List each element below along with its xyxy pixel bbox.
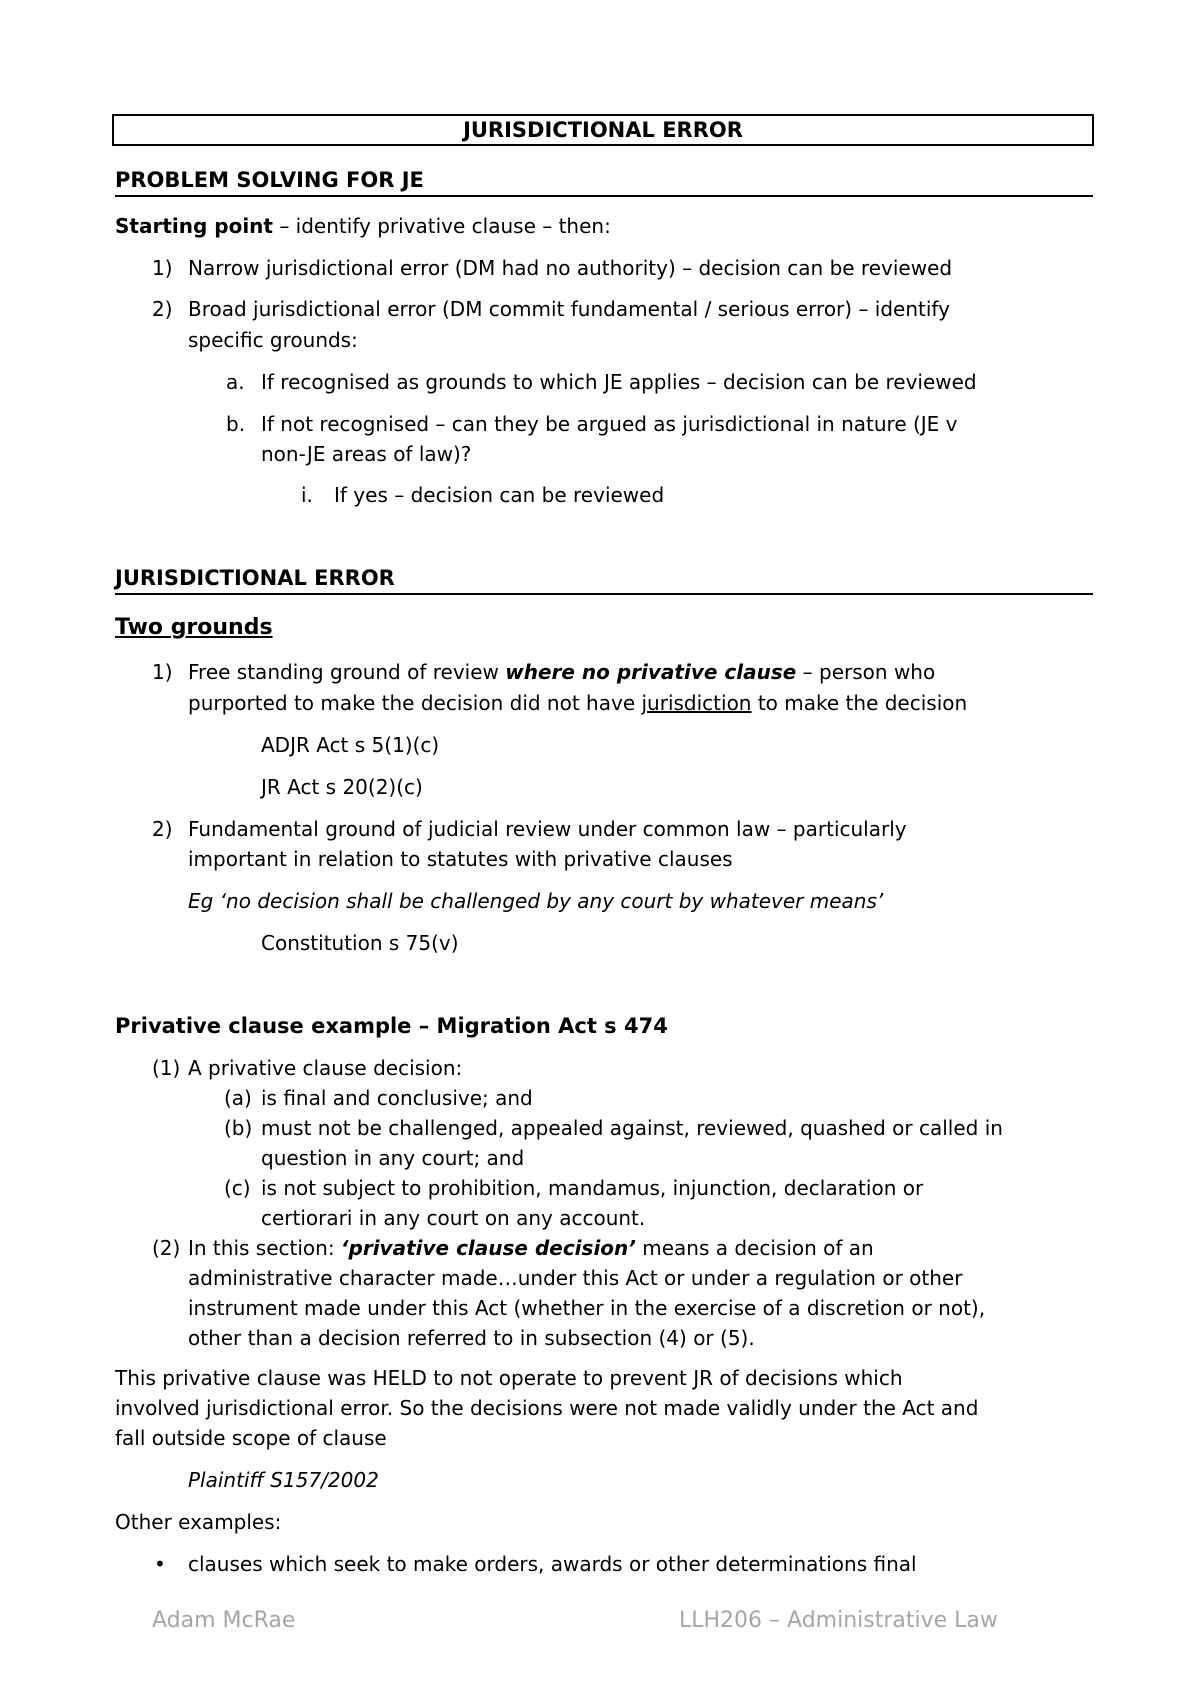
starting-point-label: Starting point (115, 214, 273, 238)
subsublist-item: If yes – decision can be reviewed (334, 483, 665, 507)
definition-text-end: means a decision of an (635, 1236, 874, 1260)
clause-letter: (b) (224, 1116, 253, 1140)
clause-subtext: is final and conclusive; and (261, 1086, 533, 1110)
section-heading-problem-solving: PROBLEM SOLVING FOR JE (115, 166, 1093, 197)
definition-line (188, 1234, 874, 1262)
definition-text: In this section: (188, 1236, 341, 1260)
clause-subtext-continuation: certiorari in any court on any account. (261, 1206, 646, 1230)
ground-one-emphasis: where no privative clause (505, 660, 797, 684)
jurisdiction-underlined: jurisdiction (641, 691, 752, 715)
clause-letter: (c) (224, 1176, 251, 1200)
reference-constitution: Constitution s 75(v) (261, 931, 459, 955)
reference-adjr: ADJR Act s 5(1)(c) (261, 733, 440, 757)
sublist-item: If not recognised – can they be argued as jurisdictional in nature (JE v (261, 412, 958, 436)
clause-number: (1) (152, 1056, 181, 1080)
clause-subtext-continuation: question in any court; and (261, 1146, 525, 1170)
section-heading-jurisdictional-error: JURISDICTIONAL ERROR (115, 564, 1093, 595)
sublist-letter: a. (226, 370, 245, 394)
page-title: JURISDICTIONAL ERROR (112, 114, 1094, 146)
ground-one-line-2 (188, 689, 967, 717)
ground-two-line: Fundamental ground of judicial review under common law – particularly (188, 817, 907, 841)
sublist-item: If recognised as grounds to which JE applies – decision can be reviewed (261, 370, 977, 394)
clause-number: (2) (152, 1236, 181, 1260)
footer-course: LLH206 – Administrative Law (679, 1608, 998, 1633)
definition-line-3: instrument made under this Act (whether in the exercise of a discretion or not), (188, 1296, 986, 1320)
reference-jr-act: JR Act s 20(2)(c) (261, 775, 423, 799)
list-item-continuation: specific grounds: (188, 328, 358, 352)
list-number: 1) (152, 660, 173, 684)
bullet-item: clauses which seek to make orders, awards or other determinations final (188, 1552, 917, 1576)
bullet-icon: • (154, 1552, 166, 1576)
example-quote: Eg ‘no decision shall be challenged by any court by whatever means’ (188, 889, 884, 913)
privative-clause-heading: Privative clause example – Migration Act s 474 (115, 1014, 668, 1038)
definition-line-4: other than a decision referred to in subsection (4) or (5). (188, 1326, 755, 1350)
subsublist-roman: i. (301, 483, 313, 507)
held-paragraph-line-3: fall outside scope of clause (115, 1426, 387, 1450)
ground-one-line (188, 658, 935, 686)
ground-one-text: Free standing ground of review (188, 660, 506, 684)
definition-term: ‘privative clause decision’ (340, 1236, 636, 1260)
other-examples-label: Other examples: (115, 1510, 282, 1534)
ground-one-line2-text: purported to make the decision did not have (188, 691, 642, 715)
clause-text: A privative clause decision: (188, 1056, 463, 1080)
footer-author: Adam McRae (152, 1608, 296, 1633)
ground-one-text-end: – person who (796, 660, 936, 684)
list-number: 1) (152, 256, 173, 280)
clause-subtext: must not be challenged, appealed against, reviewed, quashed or called in (261, 1116, 1003, 1140)
definition-line-2: administrative character made…under this Act or under a regulation or other (188, 1266, 963, 1290)
list-number: 2) (152, 817, 173, 841)
sublist-letter: b. (226, 412, 246, 436)
sublist-item-continuation: non-JE areas of law)? (261, 442, 472, 466)
list-number: 2) (152, 297, 173, 321)
clause-letter: (a) (224, 1086, 252, 1110)
list-item: Narrow jurisdictional error (DM had no authority) – decision can be reviewed (188, 256, 953, 280)
clause-subtext: is not subject to prohibition, mandamus, injunction, declaration or (261, 1176, 924, 1200)
starting-point-text: – identify privative clause – then: (272, 214, 611, 238)
case-citation: Plaintiff S157/2002 (188, 1468, 379, 1492)
starting-point-line (115, 212, 611, 240)
list-item: Broad jurisdictional error (DM commit fundamental / serious error) – identify (188, 297, 950, 321)
held-paragraph-line-2: involved jurisdictional error. So the decisions were not made validly under the Act and (115, 1396, 979, 1420)
ground-two-line-2: important in relation to statutes with privative clauses (188, 847, 733, 871)
held-paragraph-line-1: This privative clause was HELD to not operate to prevent JR of decisions which (115, 1366, 903, 1390)
ground-one-line2-end: to make the decision (751, 691, 968, 715)
subheading-two-grounds: Two grounds (115, 615, 273, 640)
